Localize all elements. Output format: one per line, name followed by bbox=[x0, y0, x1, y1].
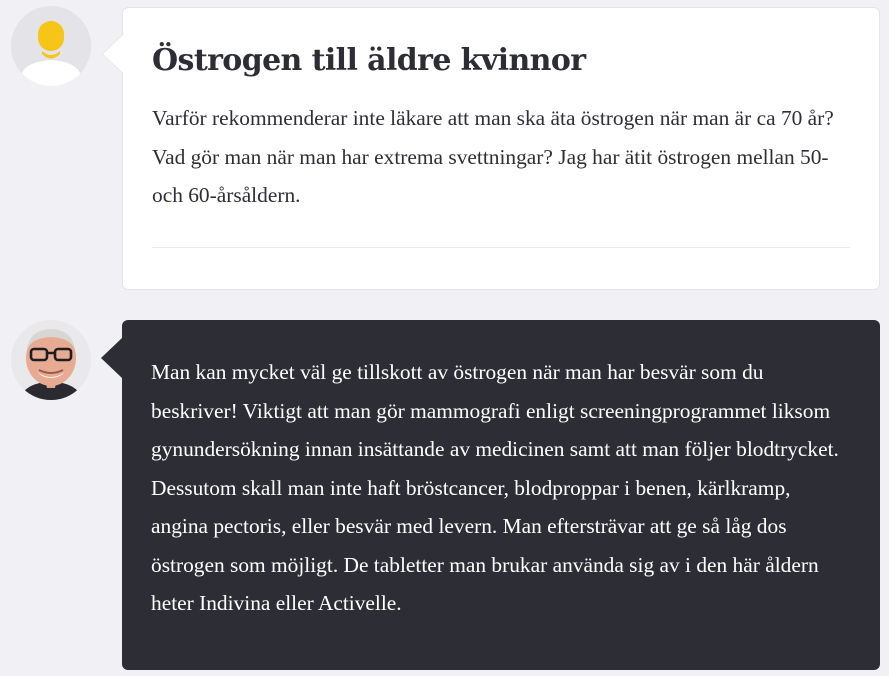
user-avatar-icon bbox=[11, 6, 91, 86]
answer-card bbox=[122, 320, 880, 670]
question-card bbox=[122, 7, 880, 290]
answer-text: Man kan mycket väl ge tillskott av östrogen när man har besvär som du beskriver! Viktigt att man gör mammografi enligt screeningprogrammet liksom gynundersökning innan insättande av medicinen samt att man följer blodtrycket. Dessutom skall man inte haft bröstcancer, blodproppar i benen, kärlkramp, angina pectoris, eller besvär med levern. Man eftersträvar att ge så låg dos östrogen som möjligt. De tabletter man brukar använda sig av i den här åldern heter Indivina eller Activelle. bbox=[151, 360, 839, 615]
doctor-photo bbox=[11, 320, 91, 400]
question-title: Östrogen till äldre kvinnor bbox=[152, 43, 586, 78]
question-text: Varför rekommenderar inte läkare att man ska äta östrogen när man är ca 70 år? Vad gör man när man har extrema svettningar? Jag har ätit östrogen mellan 50- och 60-årsåldern. bbox=[152, 106, 834, 207]
divider bbox=[152, 247, 850, 248]
